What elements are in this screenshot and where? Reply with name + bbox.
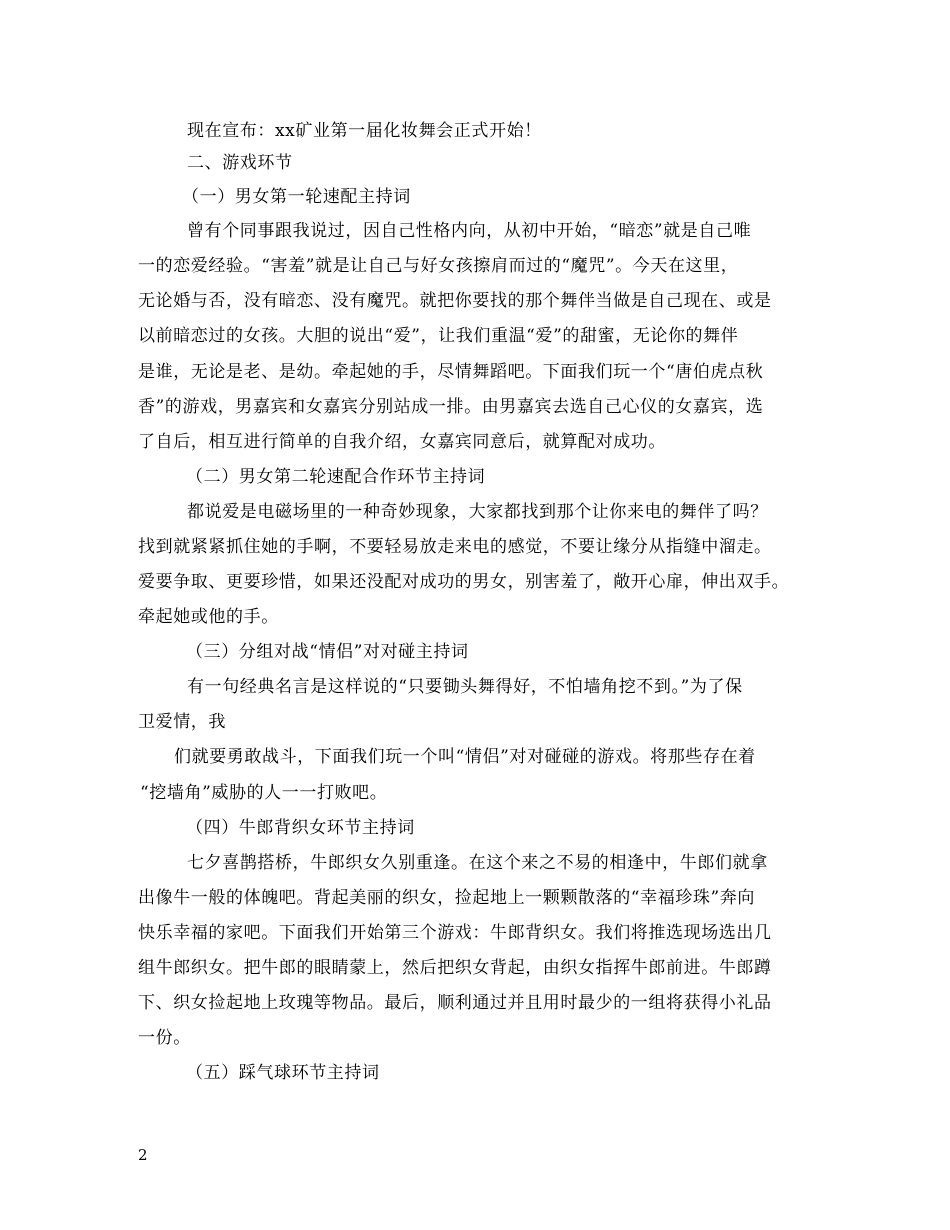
section-heading-games: 二、游戏环节 [187,153,293,173]
paragraph-line: 找到就紧紧抓住她的手啊，不要轻易放走来电的感觉，不要让缘分从指缝中溜走。 [138,537,772,557]
paragraph-line: 香”的游戏，男嘉宾和女嘉宾分别站成一排。由男嘉宾去选自己心仪的女嘉宾，选 [138,397,764,417]
page-number: 2 [138,1146,148,1164]
paragraph-line: 牵起她或他的手。 [138,607,279,627]
paragraph-line: 出像牛一般的体魄吧。背起美丽的织女，捡起地上一颗颗散落的“幸福珍珠”奔向 [138,888,755,908]
paragraph-line: 七夕喜鹊搭桥，牛郎织女久别重逢。在这个来之不易的相逢中，牛郎们就拿 [187,853,768,873]
paragraph-line: “挖墙角”威胁的人一一打败吧。 [140,783,388,803]
paragraph-line: 有一句经典名言是这样说的“只要锄头舞得好，不怕墙角挖不到。”为了保 [187,677,743,697]
announcement-line: 现在宣布：xx矿业第一届化妆舞会正式开始！ [187,121,542,141]
paragraph-line: 了自后，相互进行简单的自我介绍，女嘉宾同意后，就算配对成功。 [138,432,666,452]
paragraph-line: 爱要争取、更要珍惜，如果还没配对成功的男女，别害羞了，敞开心扉，伸出双手。 [138,572,790,592]
paragraph-line: 下、织女捡起地上玫瑰等物品。最后，顺利通过并且用时最少的一组将获得小礼品 [138,993,772,1013]
paragraph-line: 以前暗恋过的女孩。大胆的说出“爱”，让我们重温“爱”的甜蜜，无论你的舞伴 [138,326,739,346]
paragraph-line: 组牛郎织女。把牛郎的眼睛蒙上，然后把织女背起，由织女指挥牛郎前进。牛郎蹲 [138,958,772,978]
paragraph-line: 快乐幸福的家吧。下面我们开始第三个游戏：牛郎背织女。我们将推选现场选出几 [138,923,772,943]
paragraph-line: 曾有个同事跟我说过，因自己性格内向，从初中开始，“暗恋”就是自己唯 [187,221,752,241]
subsection-heading-4: （四）牛郎背织女环节主持词 [186,818,415,838]
subsection-heading-1: （一）男女第一轮速配主持词 [182,187,411,207]
paragraph-line: 卫爱情，我 [138,712,226,732]
paragraph-line: 是谁，无论是老、是幼。牵起她的手，尽情舞蹈吧。下面我们玩一个“唐伯虎点秋 [138,362,764,382]
subsection-heading-3: （三）分组对战“情侣”对对碰主持词 [186,642,469,662]
paragraph-line: 都说爱是电磁场里的一种奇妙现象，大家都找到那个让你来电的舞伴了吗？ [187,502,768,522]
subsection-heading-5: （五）踩气球环节主持词 [186,1063,380,1083]
paragraph-line: 一的恋爱经验。“害羞”就是让自己与好女孩擦肩而过的“魔咒”。今天在这里， [138,256,739,276]
subsection-heading-2: （二）男女第二轮速配合作环节主持词 [186,467,486,487]
paragraph-line: 无论婚与否，没有暗恋、没有魔咒。就把你要找的那个舞伴当做是自己现在、或是 [138,291,772,311]
paragraph-line: 们就要勇敢战斗，下面我们玩一个叫“情侣”对对碰碰的游戏。将那些存在着 [174,747,756,767]
paragraph-line: 一份。 [138,1028,191,1048]
